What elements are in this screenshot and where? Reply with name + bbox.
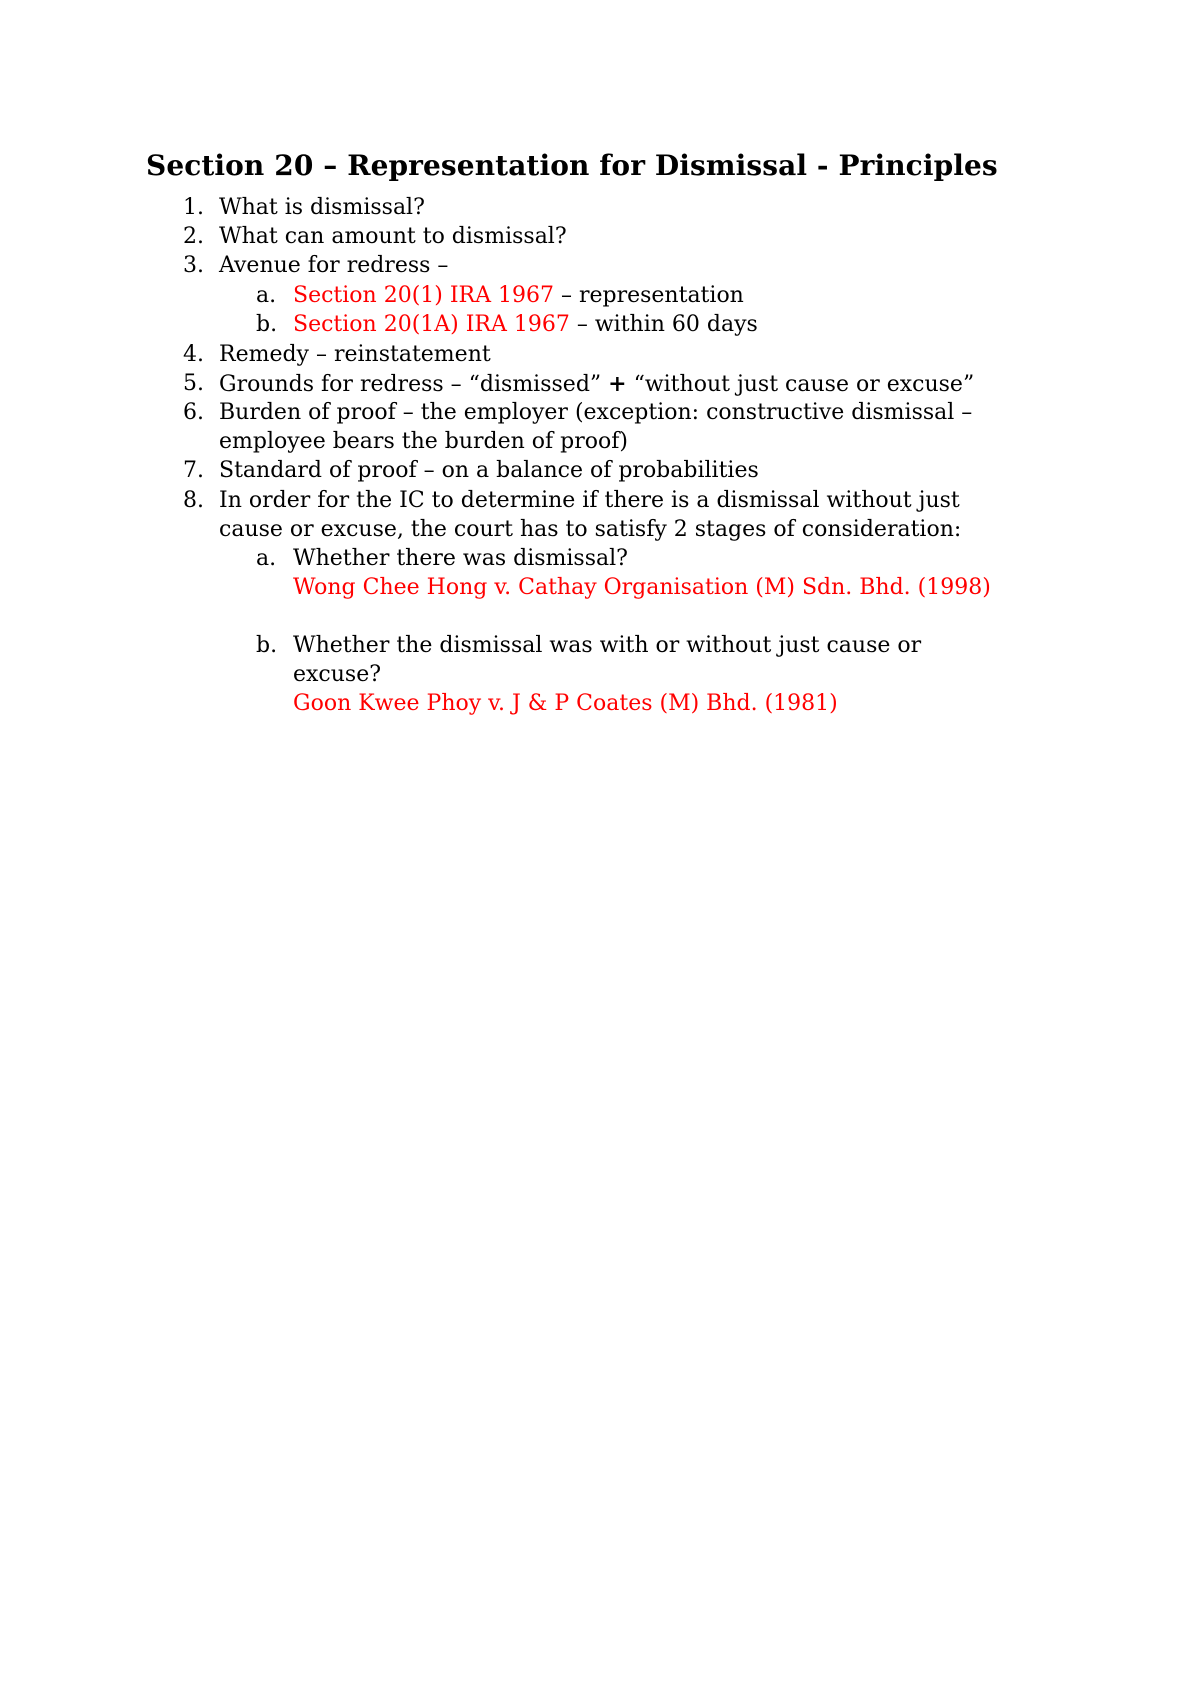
list-item-text: What can amount to dismissal? (219, 224, 567, 249)
case-citation: Goon Kwee Phoy v. J & P Coates (M) Bhd. (1981) (293, 691, 838, 716)
list-item-text: What is dismissal? (219, 195, 425, 220)
case-citation: Wong Chee Hong v. Cathay Organisation (M) Sdn. Bhd. (1998) (293, 575, 991, 600)
list-item-text: Standard of proof – on a balance of probabilities (219, 458, 759, 483)
statute-reference: Section 20(1A) IRA 1967 (293, 312, 570, 337)
list-item-text: Remedy – reinstatement (219, 342, 491, 367)
sub-list-item-rest: – within 60 days (569, 312, 758, 337)
sub-list-item-text: Whether the dismissal was with or without just cause or (293, 633, 922, 658)
plus-sign: + (608, 371, 627, 397)
list-number: 5. (183, 371, 204, 396)
sub-list-letter: a. (256, 283, 277, 308)
page-title: Section 20 – Representation for Dismissal - Principles (146, 149, 998, 182)
sub-list-item-text (293, 280, 744, 312)
statute-reference: Section 20(1) IRA 1967 (293, 283, 554, 308)
sub-list-item-text: Whether there was dismissal? (293, 546, 628, 571)
sub-list-letter: a. (256, 546, 277, 571)
sub-list-letter: b. (256, 633, 278, 658)
list-number: 6. (183, 400, 204, 425)
list-item-text: In order for the IC to determine if there is a dismissal without just (219, 488, 960, 513)
list-number: 7. (183, 458, 204, 483)
list-item-text-cont: employee bears the burden of proof) (219, 429, 628, 454)
grounds-text-cont: “without just cause or excuse” (626, 372, 975, 397)
sub-list-letter: b. (256, 312, 278, 337)
list-number: 3. (183, 253, 204, 278)
list-number: 4. (183, 342, 204, 367)
list-item-text-cont: cause or excuse, the court has to satisfy 2 stages of consideration: (219, 517, 962, 542)
list-item-text: Burden of proof – the employer (exception: constructive dismissal – (219, 400, 973, 425)
sub-list-item-text-cont: excuse? (293, 662, 382, 687)
sub-list-item-rest: – representation (553, 283, 744, 308)
list-number: 2. (183, 224, 204, 249)
sub-list-item-text (293, 309, 758, 341)
list-item-text: Avenue for redress – (219, 253, 449, 278)
list-number: 8. (183, 488, 204, 513)
grounds-text: Grounds for redress – “dismissed” (219, 372, 609, 397)
list-number: 1. (183, 195, 204, 220)
